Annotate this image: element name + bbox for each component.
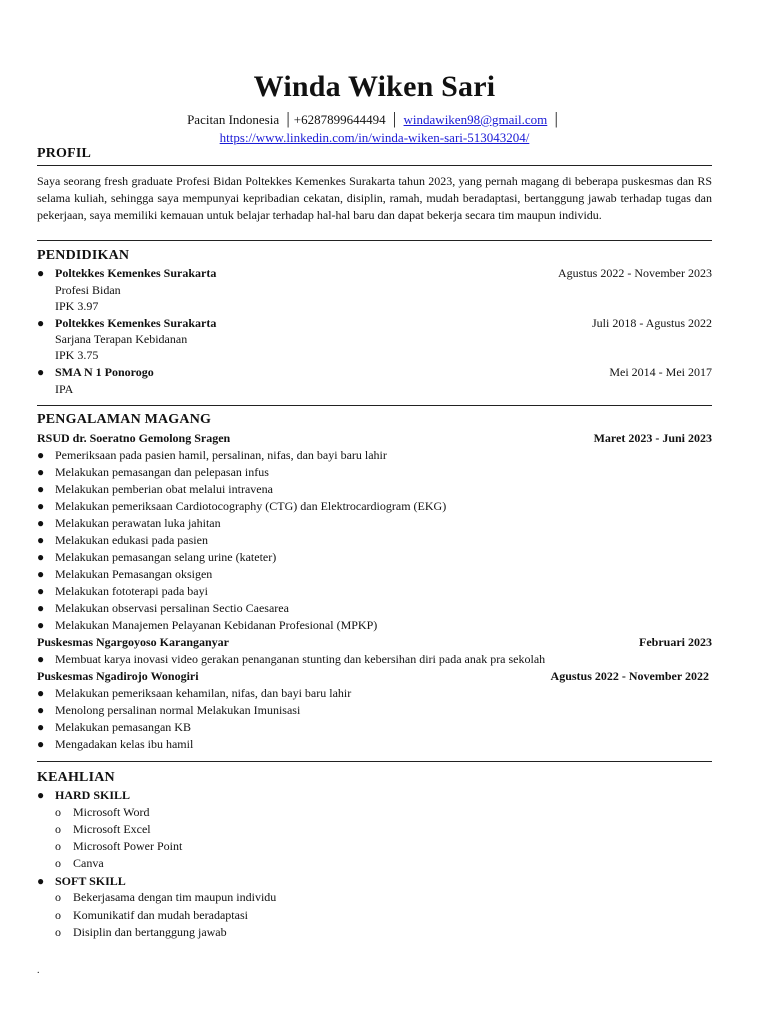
task-item	[37, 447, 712, 464]
task-text: Melakukan edukasi pada pasien	[55, 533, 208, 547]
section-divider	[37, 240, 712, 241]
bullet-icon: ●	[37, 266, 45, 280]
task-item	[37, 481, 712, 498]
separator: |	[392, 109, 397, 128]
phone-text: +6287899644494	[293, 112, 386, 127]
place-date: Agustus 2022 - November 2022	[550, 669, 709, 683]
place-name: RSUD dr. Soeratno Gemolong Sragen	[37, 431, 231, 445]
task-item	[37, 719, 712, 736]
education-gpa: IPK 3.97	[55, 299, 99, 313]
contact-line-2	[37, 129, 712, 147]
education-gpa: IPK 3.75	[55, 348, 99, 362]
bullet-icon: ●	[37, 567, 45, 581]
circle-bullet-icon: o	[55, 890, 61, 904]
linkedin-link[interactable]: https://www.linkedin.com/in/winda-wiken-sari-513043204/	[219, 130, 530, 145]
bullet-icon: ●	[37, 465, 45, 479]
task-text: Melakukan pemberian obat melalui intravena	[55, 482, 273, 496]
skill-item	[37, 907, 712, 924]
task-text: Melakukan Manajemen Pelayanan Kebidanan Profesional (MPKP)	[55, 618, 378, 632]
bullet-icon: ●	[37, 720, 45, 734]
task-text: Melakukan pemasangan KB	[55, 720, 191, 734]
section-divider	[37, 165, 712, 166]
task-text: Melakukan perawatan luka jahitan	[55, 516, 221, 530]
bullet-icon: ●	[37, 652, 45, 666]
task-item	[37, 702, 712, 719]
skill-item	[37, 889, 712, 906]
candidate-name: Winda Wiken Sari	[253, 70, 496, 103]
skill-item	[37, 804, 712, 821]
place-name: Puskesmas Ngadirojo Wonogiri	[37, 669, 199, 683]
skill-text: Canva	[73, 856, 104, 870]
skill-group	[37, 787, 712, 804]
task-item	[37, 583, 712, 600]
skill-text: Microsoft Excel	[73, 822, 151, 836]
bullet-icon: ●	[37, 601, 45, 615]
education-date: Agustus 2022 - November 2023	[558, 266, 712, 280]
skill-item	[37, 821, 712, 838]
bullet-icon: ●	[37, 874, 45, 888]
school-name: SMA N 1 Ponorogo	[55, 365, 154, 379]
task-text: Melakukan observasi persalinan Sectio Caesarea	[55, 601, 289, 615]
bullet-icon: ●	[37, 482, 45, 496]
profil-text: Saya seorang fresh graduate Profesi Bidan Poltekkes Kemenkes Surakarta tahun 2023, yang pernah magang di beberapa puskesmas dan RS selama kuliah, sehingga saya mempunyai kepribadian cekatan, disiplin, ramah, mudah beradaptasi, bertanggung jawab terhadap tugas dan pekerjaan, saya memiliki kemauan untuk belajar terhadap hal-hal baru dan dapat bekerja secara tim maupun individu.	[37, 174, 712, 222]
education-program: IPA	[55, 382, 74, 396]
circle-bullet-icon: o	[55, 856, 61, 870]
bullet-icon: ●	[37, 788, 45, 802]
circle-bullet-icon: o	[55, 908, 61, 922]
pendidikan-heading: PENDIDIKAN	[37, 248, 130, 263]
task-text: Melakukan pemeriksaan Cardiotocography (CTG) dan Elektrocardiogram (EKG)	[55, 499, 447, 513]
task-text: Melakukan pemeriksaan kehamilan, nifas, dan bayi baru lahir	[55, 686, 352, 700]
skill-text: Microsoft Power Point	[73, 839, 183, 853]
task-text: Melakukan fototerapi pada bayi	[55, 584, 208, 598]
keahlian-heading: KEAHLIAN	[37, 770, 115, 785]
magang-heading: PENGALAMAN MAGANG	[37, 412, 212, 427]
skill-group	[37, 873, 712, 890]
email-link[interactable]: windawiken98@gmail.com	[403, 112, 548, 127]
place-date: Februari 2023	[639, 635, 712, 649]
bullet-icon: ●	[37, 316, 45, 330]
task-item	[37, 498, 712, 515]
internship-place	[37, 430, 712, 447]
education-item	[37, 315, 712, 332]
education-date: Juli 2018 - Agustus 2022	[591, 316, 712, 330]
bullet-icon: ●	[37, 584, 45, 598]
bullet-icon: ●	[37, 737, 45, 751]
task-item	[37, 685, 712, 702]
bullet-icon: ●	[37, 703, 45, 717]
internship-place	[37, 634, 712, 651]
circle-bullet-icon: o	[55, 805, 61, 819]
task-item	[37, 736, 712, 753]
skill-text: Bekerjasama dengan tim maupun individu	[73, 890, 277, 904]
contact-line-1	[37, 110, 712, 129]
skill-text: Komunikatif dan mudah beradaptasi	[73, 908, 248, 922]
school-name: Poltekkes Kemenkes Surakarta	[55, 316, 217, 330]
education-program: Profesi Bidan	[55, 283, 121, 297]
internship-place	[37, 668, 712, 685]
place-name: Puskesmas Ngargoyoso Karanganyar	[37, 635, 230, 649]
circle-bullet-icon: o	[55, 925, 61, 939]
skill-item	[37, 855, 712, 872]
skill-group-label: SOFT SKILL	[55, 874, 126, 888]
bullet-icon: ●	[37, 448, 45, 462]
bullet-icon: ●	[37, 499, 45, 513]
skill-item	[37, 924, 712, 941]
task-text: Melakukan pemasangan dan pelepasan infus	[55, 465, 269, 479]
bullet-icon: ●	[37, 550, 45, 564]
bullet-icon: ●	[37, 516, 45, 530]
section-divider	[37, 405, 712, 406]
task-text: Membuat karya inovasi video gerakan penanganan stunting dan kebersihan diri pada anak pra sekolah	[55, 652, 546, 666]
contact-block	[37, 110, 712, 147]
bullet-icon: ●	[37, 365, 45, 379]
task-item	[37, 600, 712, 617]
task-text: Pemeriksaan pada pasien hamil, persalinan, nifas, dan bayi baru lahir	[55, 448, 387, 462]
school-name: Poltekkes Kemenkes Surakarta	[55, 266, 217, 280]
profil-heading: PROFIL	[37, 146, 92, 161]
place-date: Maret 2023 - Juni 2023	[593, 431, 712, 445]
education-program: Sarjana Terapan Kebidanan	[55, 332, 188, 346]
separator: |	[554, 109, 558, 128]
skill-text: Microsoft Word	[73, 805, 150, 819]
skill-group-label: HARD SKILL	[55, 788, 131, 802]
bullet-icon: ●	[37, 686, 45, 700]
task-item	[37, 617, 712, 634]
task-item	[37, 651, 712, 668]
education-item	[37, 364, 712, 381]
education-date: Mei 2014 - Mei 2017	[609, 365, 712, 379]
task-text: Menolong persalinan normal Melakukan Imunisasi	[55, 703, 301, 717]
circle-bullet-icon: o	[55, 839, 61, 853]
task-text: Melakukan pemasangan selang urine (kateter)	[55, 550, 277, 564]
bullet-icon: ●	[37, 533, 45, 547]
bullet-icon: ●	[37, 618, 45, 632]
section-divider	[37, 761, 712, 762]
task-item	[37, 549, 712, 566]
skill-item	[37, 838, 712, 855]
task-item	[37, 464, 712, 481]
circle-bullet-icon: o	[55, 822, 61, 836]
task-text: Melakukan Pemasangan oksigen	[55, 567, 213, 581]
location-text: Pacitan Indonesia	[187, 112, 280, 127]
task-item	[37, 515, 712, 532]
footer-dot: .	[37, 965, 40, 976]
task-item	[37, 532, 712, 549]
task-text: Mengadakan kelas ibu hamil	[55, 737, 194, 751]
task-item	[37, 566, 712, 583]
education-item	[37, 265, 712, 282]
skill-text: Disiplin dan bertanggung jawab	[73, 925, 227, 939]
separator: |	[286, 109, 290, 128]
